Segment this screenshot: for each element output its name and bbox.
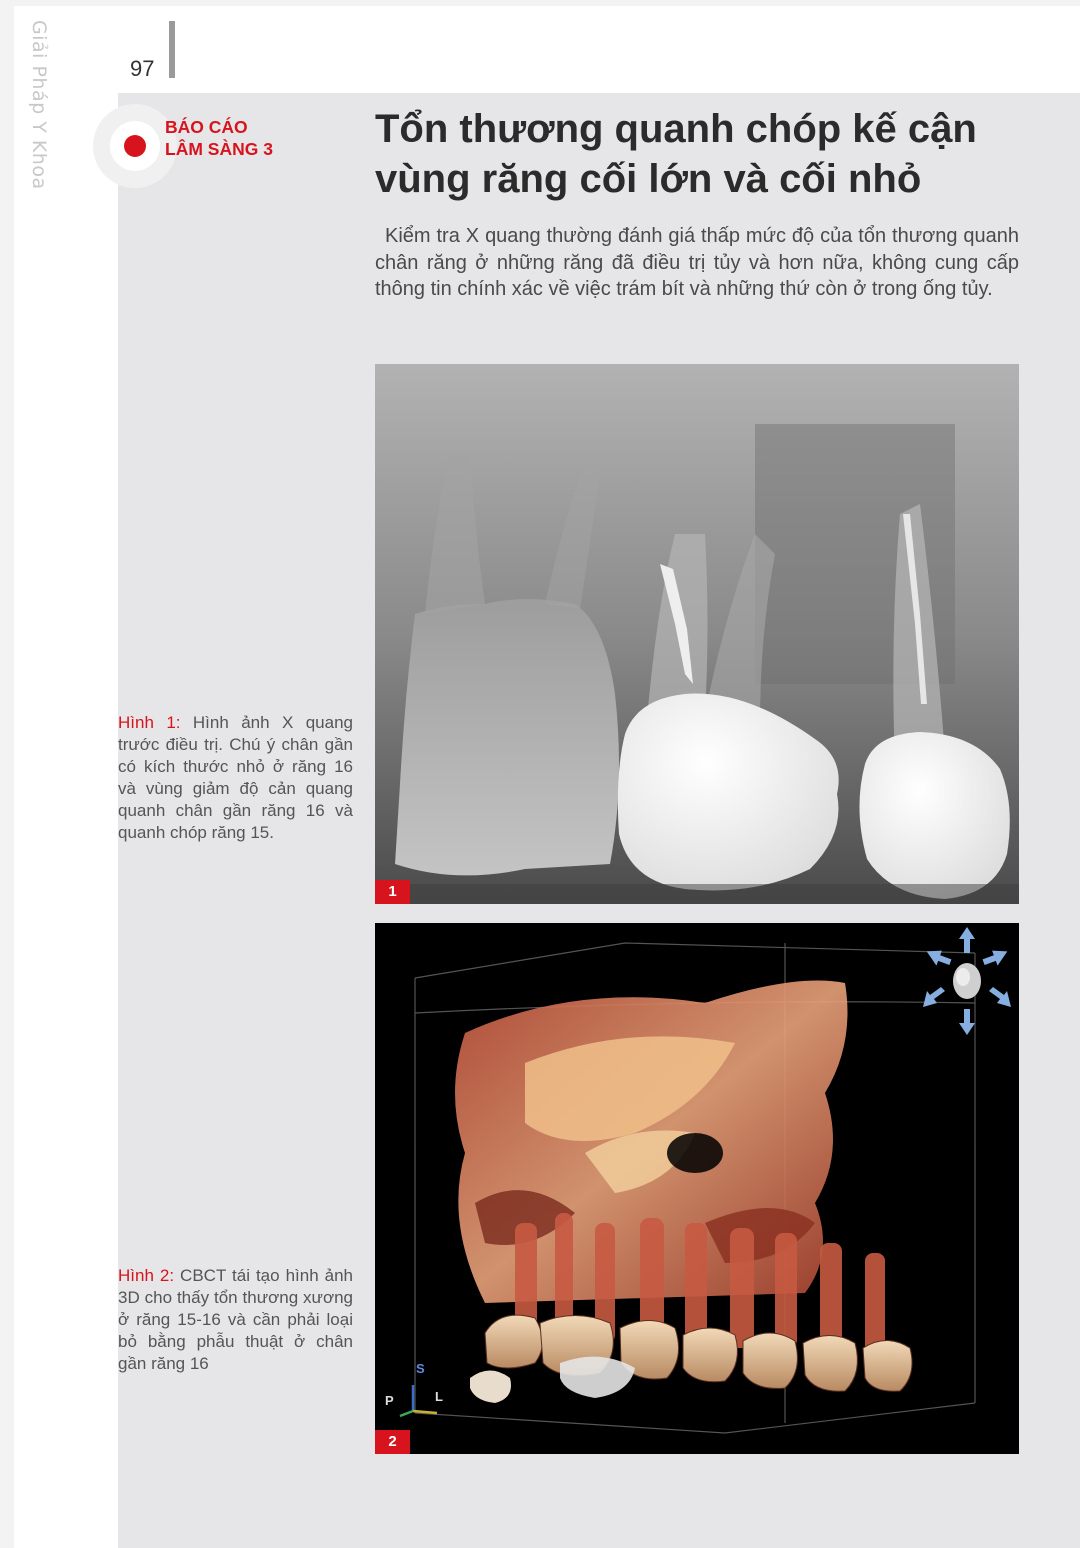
figure-2-cbct (375, 923, 1019, 1454)
axis-label-p: P (385, 1393, 394, 1408)
cbct-3d-image (375, 923, 1019, 1454)
figure-2-caption-text: CBCT tái tạo hình ảnh 3D cho thấy tổn thương xương ở răng 15-16 và cần phải loại bỏ bằng phẫu thuật ở chân gần răng 16 (118, 1266, 354, 1373)
red-dot-icon (124, 135, 146, 157)
page-title (375, 104, 1035, 204)
publication-side-label: Giải Pháp Y Khoa (28, 20, 50, 190)
title-line2: vùng răng cối lớn và cối nhỏ (375, 157, 922, 201)
title-line1: Tổn thương quanh chóp kế cận (375, 107, 977, 151)
intro-paragraph: Kiểm tra X quang thường đánh giá thấp mức độ của tổn thương quanh chân răng ở những răng đã điều trị tủy và hơn nữa, không cung cấp thông tin chính xác về việc trám bít và những thứ còn ở trong ống tủy. (375, 225, 1019, 300)
figure-1-caption (118, 712, 353, 844)
clinical-report-label (165, 116, 273, 160)
xray-image (375, 364, 1019, 904)
axis-label-l: L (435, 1389, 443, 1404)
report-label-line1: BÁO CÁO (165, 117, 248, 137)
report-label-line2: LÂM SÀNG 3 (165, 139, 273, 159)
figure-1-caption-label: Hình 1: (118, 713, 181, 732)
figure-2-number: 2 (375, 1430, 410, 1454)
figure-1-xray (375, 364, 1019, 904)
figure-2-caption-label: Hình 2: (118, 1266, 175, 1285)
document-page (14, 6, 1080, 1548)
figure-2-caption (118, 1265, 353, 1375)
page-number: 97 (130, 56, 155, 81)
axis-label-s: S (416, 1361, 425, 1376)
figure-1-number: 1 (375, 880, 410, 904)
figure-1-caption-text: Hình ảnh X quang trước điều trị. Chú ý chân gần có kích thước nhỏ ở răng 16 và vùng giảm độ cản quang quanh chân gần răng 16 và quanh chóp răng 15. (118, 713, 354, 842)
page-number-divider (169, 21, 175, 78)
